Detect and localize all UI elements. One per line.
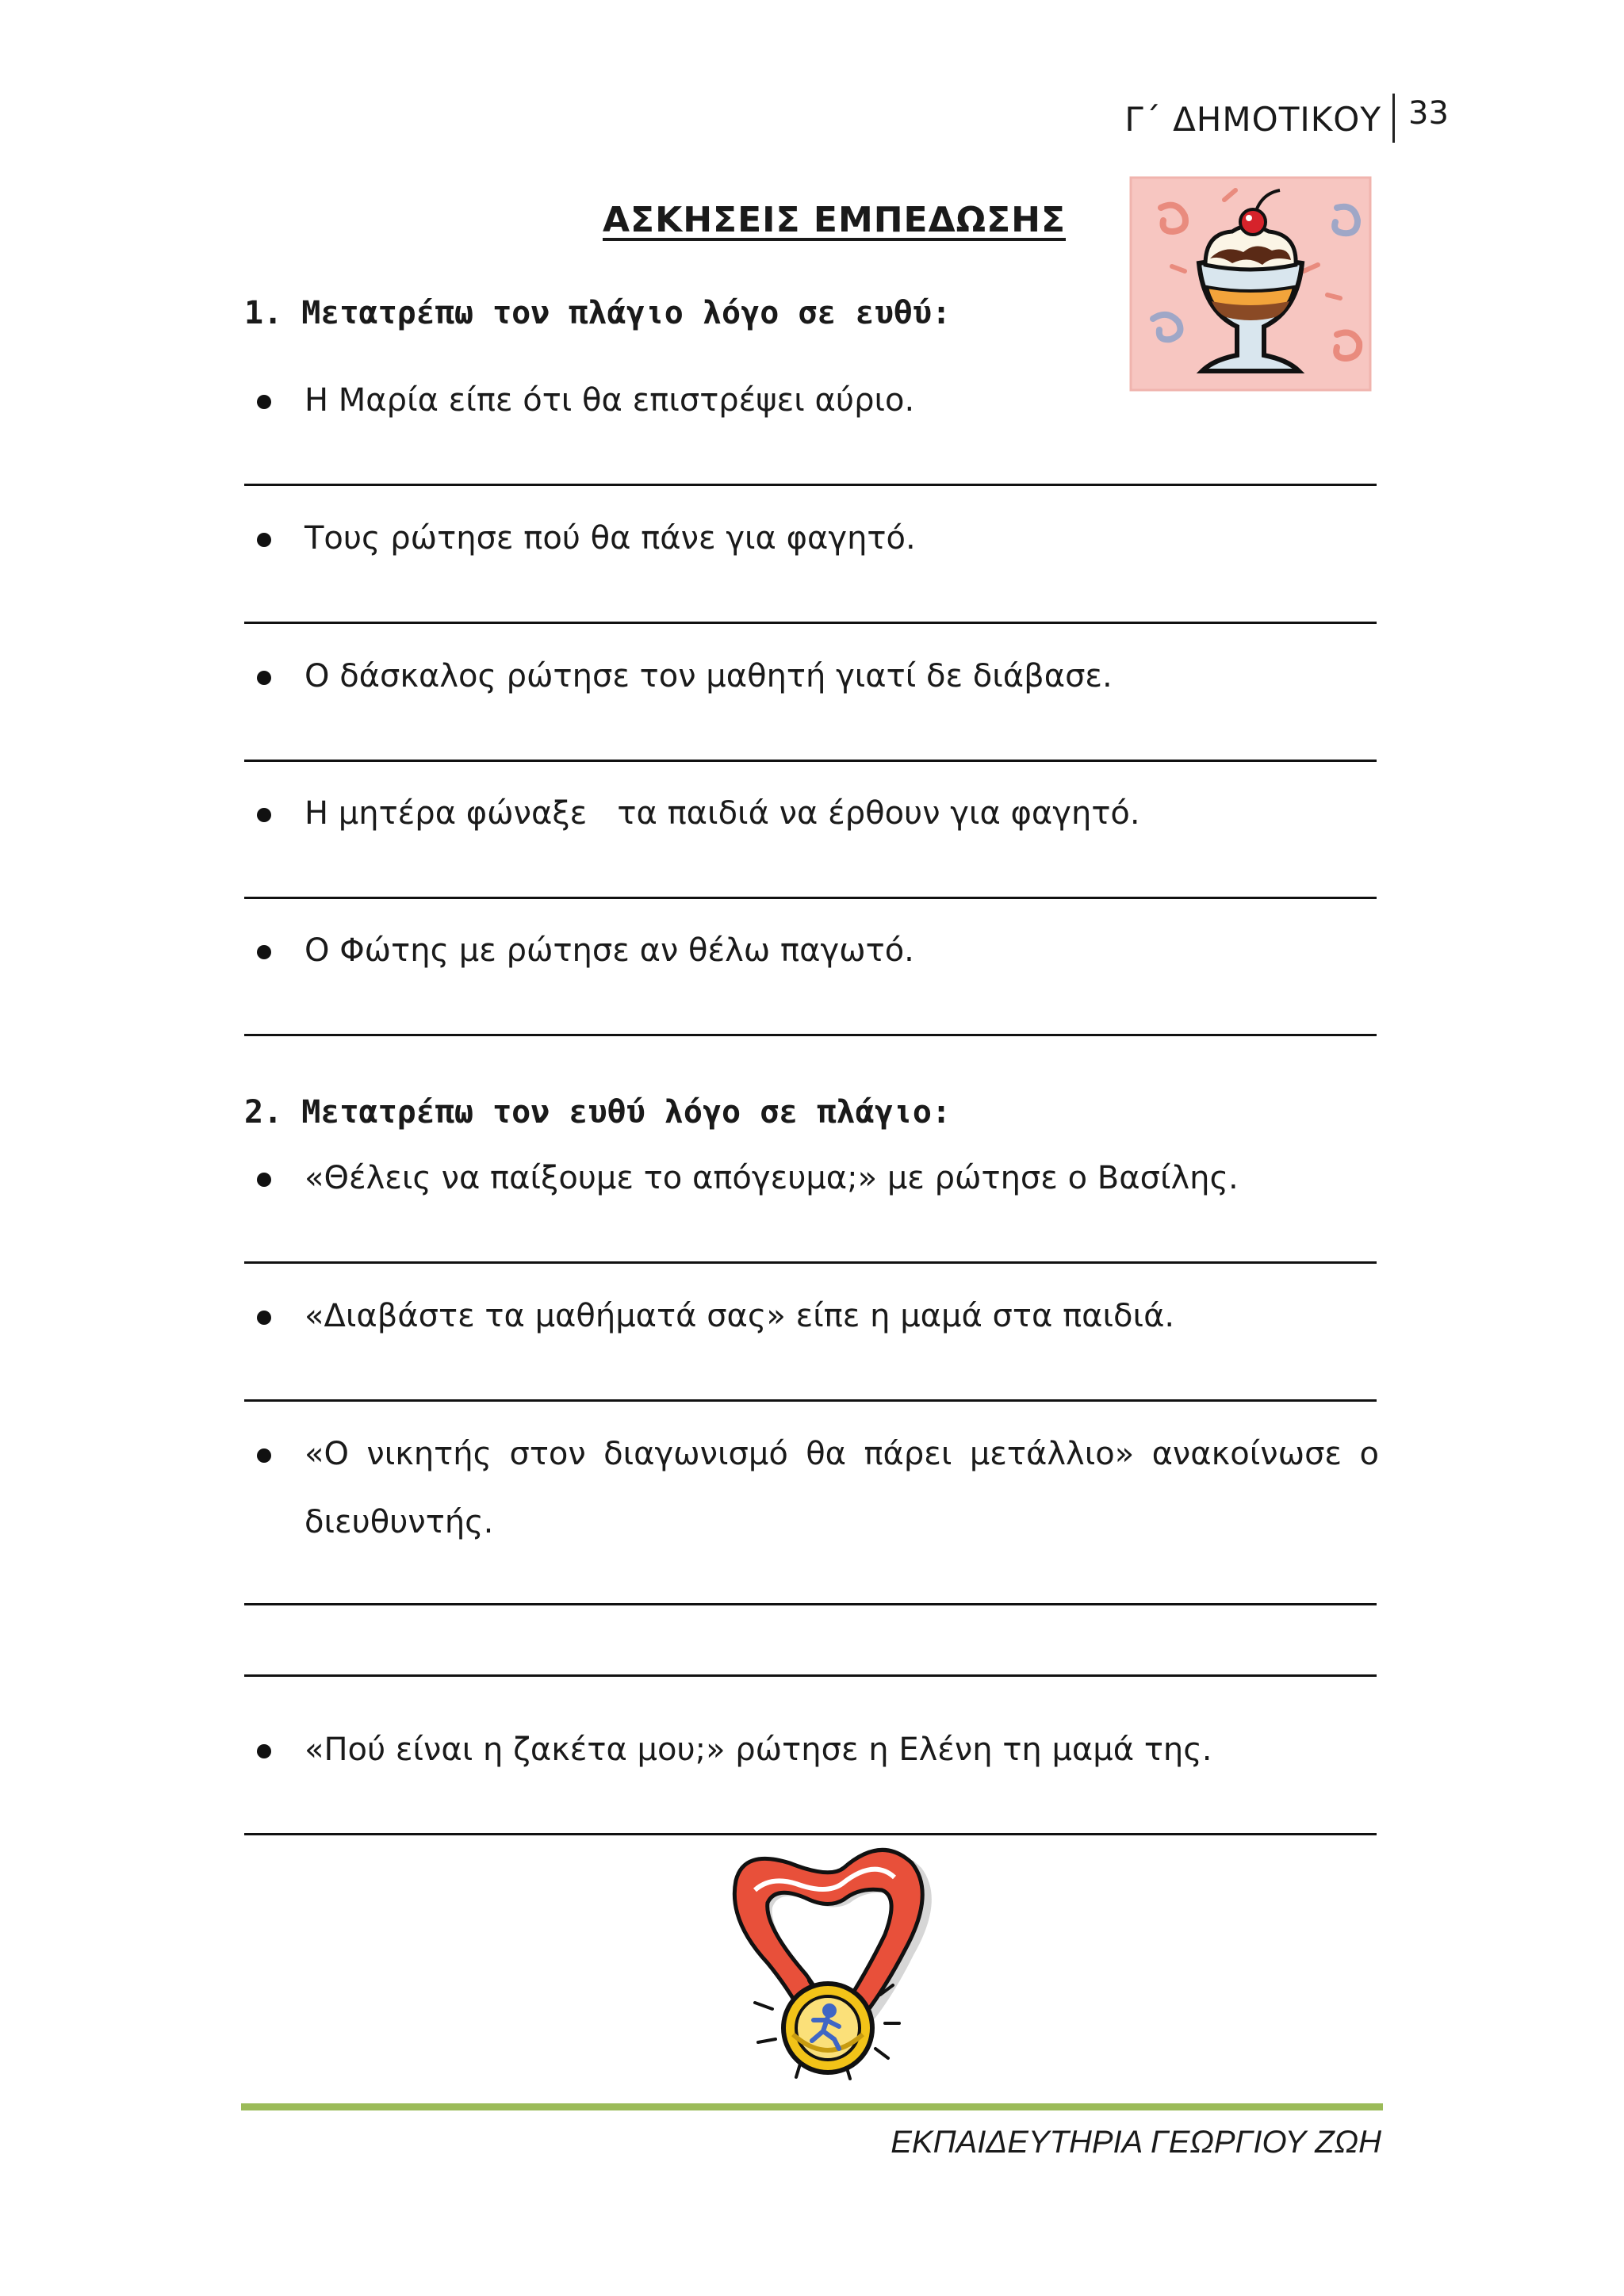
answer-line: [244, 760, 1377, 762]
exercise-1-heading: 1. Μετατρέπω τον πλάγιο λόγο σε ευθύ:: [244, 295, 952, 331]
exercise-1-item-1: Η Μαρία είπε ότι θα επιστρέψει αύριο.: [304, 382, 915, 419]
answer-line: [244, 1399, 1377, 1402]
word: θα: [806, 1436, 847, 1472]
word: «Ο: [304, 1436, 349, 1472]
header-divider: [1392, 94, 1395, 143]
bullet: [257, 1744, 271, 1758]
word: στον: [509, 1436, 586, 1472]
word: διαγωνισμό: [603, 1436, 788, 1472]
word: ανακοίνωσε: [1151, 1436, 1342, 1472]
answer-line: [244, 1674, 1377, 1677]
word: ο: [1359, 1436, 1379, 1472]
answer-line: [244, 1034, 1377, 1036]
word: μετάλλιο»: [969, 1436, 1135, 1472]
answer-line: [244, 1603, 1377, 1605]
bullet: [257, 395, 271, 409]
word: νικητής: [366, 1436, 492, 1472]
bullet: [257, 808, 271, 822]
medal-image: [723, 1844, 961, 2095]
answer-line: [244, 484, 1377, 486]
exercise-2-item-4: «Πού είναι η ζακέτα μου;» ρώτησε η Ελένη τη μαμά της.: [304, 1732, 1212, 1768]
bullet: [257, 533, 271, 547]
exercise-2-heading: 2. Μετατρέπω τον ευθύ λόγο σε πλάγιο:: [244, 1094, 952, 1131]
exercise-2-item-2: «Διαβάστε τα μαθήματά σας» είπε η μαμά στα παιδιά.: [304, 1298, 1175, 1334]
bullet: [257, 945, 271, 959]
bullet: [257, 671, 271, 685]
answer-line: [244, 897, 1377, 899]
footer-rule: [241, 2103, 1383, 2110]
word: πάρει: [864, 1436, 952, 1472]
exercise-1-item-5: Ο Φώτης με ρώτησε αν θέλω παγωτό.: [304, 932, 914, 969]
exercise-2-item-3-line-2: διευθυντής.: [304, 1504, 494, 1540]
page-title: ΑΣΚΗΣΕΙΣ ΕΜΠΕΔΩΣΗΣ: [603, 200, 1067, 240]
page-number: 33: [1408, 95, 1449, 132]
header-grade: Γ΄ ΔΗΜΟΤΙΚΟΥ: [1124, 100, 1381, 139]
answer-line: [244, 622, 1377, 624]
bullet: [257, 1311, 271, 1325]
bullet: [257, 1448, 271, 1463]
footer-author: ΕΚΠΑΙΔΕΥΤΗΡΙΑ ΓΕΩΡΓΙΟΥ ΖΩΗ: [891, 2125, 1381, 2160]
exercise-1-item-2: Τους ρώτησε πού θα πάνε για φαγητό.: [304, 520, 916, 557]
exercise-1-item-4: Η μητέρα φώναξε τα παιδιά να έρθουν για φαγητό.: [304, 795, 1140, 832]
bullet: [257, 1173, 271, 1187]
exercise-1-item-3: Ο δάσκαλος ρώτησε τον μαθητή γιατί δε διάβασε.: [304, 658, 1113, 695]
ice-cream-sundae-image: [1129, 176, 1372, 392]
exercise-2-item-3-line-1: [304, 1436, 1379, 1472]
answer-line: [244, 1261, 1377, 1264]
exercise-2-item-1: «Θέλεις να παίξουμε το απόγευμα;» με ρώτησε ο Βασίλης.: [304, 1160, 1239, 1196]
answer-line: [244, 1833, 1377, 1835]
